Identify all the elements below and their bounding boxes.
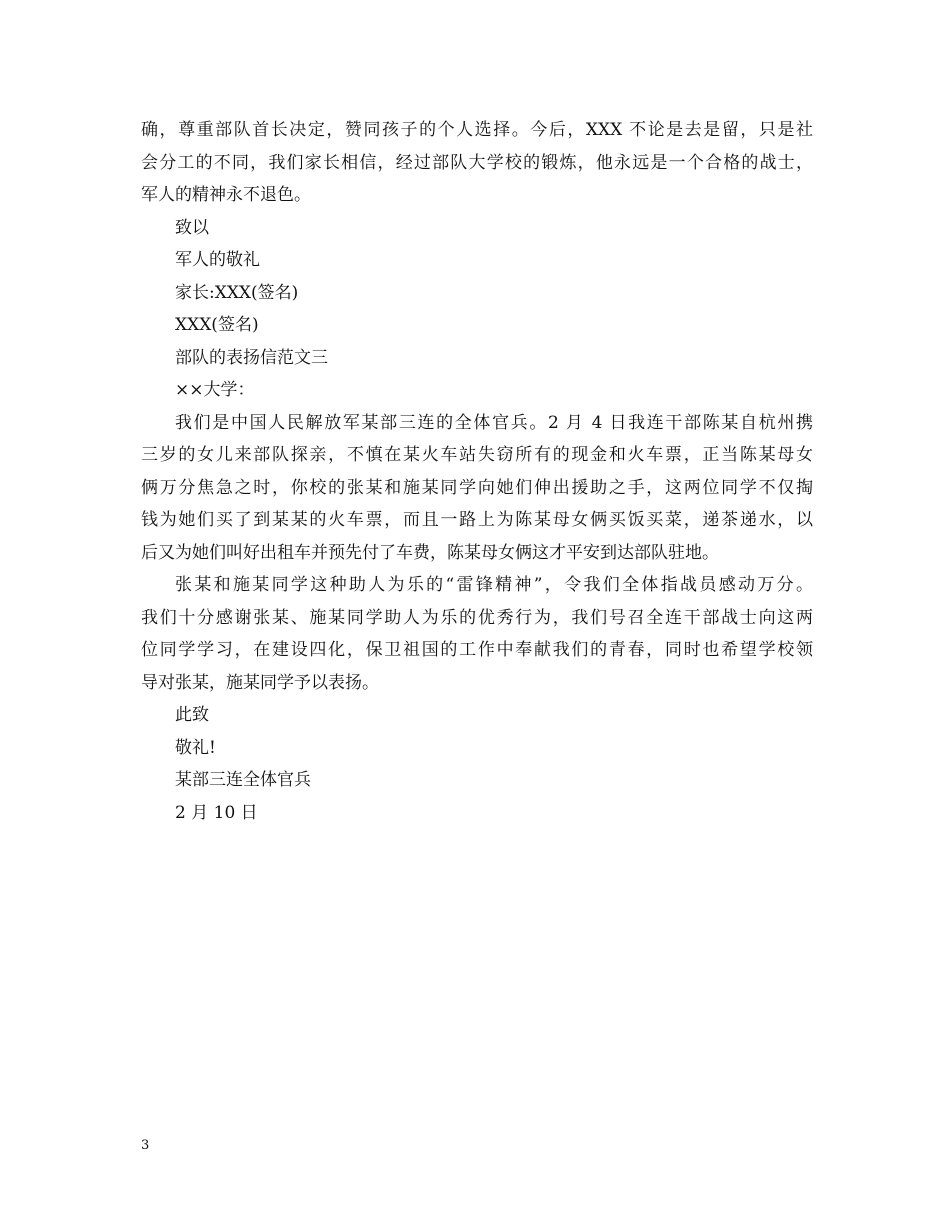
paragraph-line: 确，尊重部队首长决定，赞同孩子的个人选择。今后，XXX 不论是去是留，只是社 <box>141 120 813 140</box>
closing-phrase: 此致 <box>175 705 209 725</box>
second-signature: XXX(签名) <box>175 315 259 335</box>
document-body <box>141 114 813 829</box>
paragraph-line: 位同学学习，在建设四化，保卫祖国的工作中奉献我们的青春，同时也希望学校领 <box>141 640 813 660</box>
paragraph-line: 张某和施某同学这种助人为乐的“雷锋精神”，令我们全体指战员感动万分。 <box>175 575 813 595</box>
paragraph-line: 导对张某，施某同学予以表扬。 <box>141 672 379 693</box>
closing-salute: 军人的敬礼 <box>175 250 260 270</box>
paragraph-line: 我们十分感谢张某、施某同学助人为乐的优秀行为，我们号召全连干部战士向这两 <box>141 607 813 628</box>
paragraph-line: 俩万分焦急之时，你校的张某和施某同学向她们伸出援助之手，这两位同学不仅掏 <box>141 477 813 498</box>
parent-signature: 家长:XXX(签名) <box>175 282 299 303</box>
closing-salute: 敬礼! <box>175 737 216 758</box>
letter-date: 2 月 10 日 <box>175 802 258 823</box>
closing-greeting: 致以 <box>175 217 209 238</box>
paragraph-line: 会分工的不同，我们家长相信，经过部队大学校的锻炼，他永远是一个合格的战士， <box>141 152 813 173</box>
page-number: 3 <box>141 1138 150 1153</box>
paragraph-line: 我们是中国人民解放军某部三连的全体官兵。2 月 4 日我连干部陈某自杭州携 <box>175 412 813 433</box>
letter-recipient: ××大学： <box>175 380 255 400</box>
section-title: 部队的表扬信范文三 <box>175 347 328 368</box>
paragraph-line: 三岁的女儿来部队探亲，不慎在某火车站失窃所有的现金和火车票，正当陈某母女 <box>141 445 813 465</box>
paragraph-line: 军人的精神永不退色。 <box>141 185 311 205</box>
paragraph-line: 钱为她们买了到某某的火车票，而且一路上为陈某母女俩买饭买菜，递茶递水，以 <box>141 510 813 530</box>
sender-signature: 某部三连全体官兵 <box>175 770 311 790</box>
paragraph-line: 后又为她们叫好出租车并预先付了车费，陈某母女俩这才平安到达部队驻地。 <box>141 542 719 563</box>
